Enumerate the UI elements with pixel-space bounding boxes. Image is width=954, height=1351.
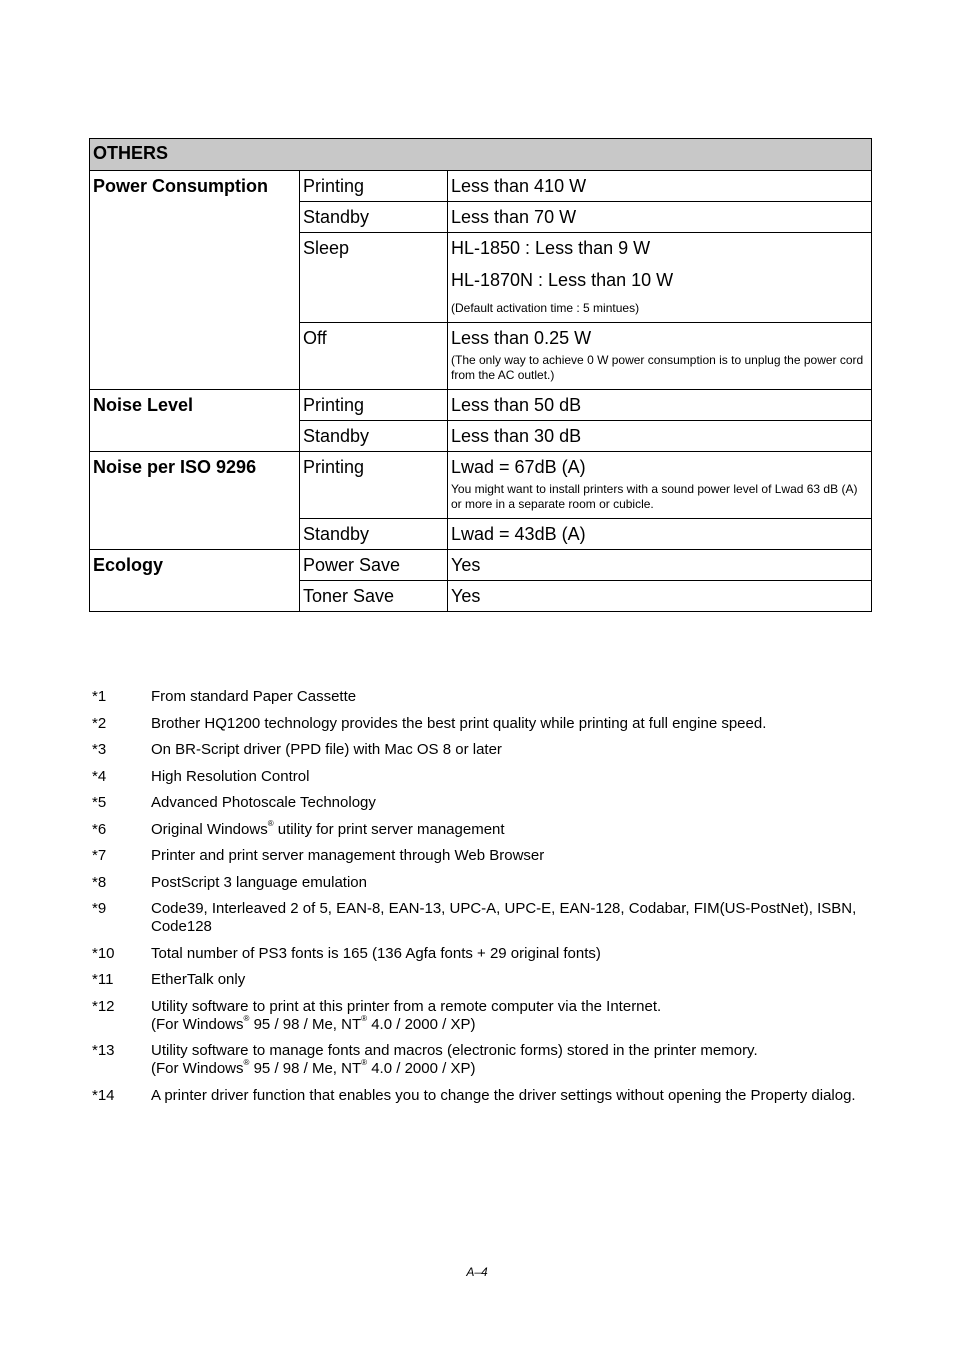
footnote-item	[92, 715, 867, 733]
footnote-item	[92, 741, 867, 759]
footnote-text: Brother HQ1200 technology provides the best print quality while printing at full engine speed.	[151, 714, 767, 732]
category-label: Noise Level	[93, 395, 194, 415]
footnote-text: From standard Paper Cassette	[151, 688, 357, 705]
footnote-number: *5	[92, 794, 107, 811]
footnote-text-part: 4.0 / 2000 / XP)	[367, 1060, 476, 1077]
spec-value: Less than 30 dB	[451, 426, 582, 446]
spec-value: Less than 0.25 W	[451, 328, 592, 348]
footnote-number: *3	[92, 741, 107, 758]
spec-value: HL-1850 : Less than 9 W	[451, 238, 651, 258]
footnote-text: Advanced Photoscale Technology	[151, 794, 376, 811]
spec-value: Yes	[451, 586, 481, 606]
footnote-number: *6	[92, 820, 107, 838]
footnote-text: Printer and print server management through Web Browser	[151, 847, 545, 864]
footnote-item	[92, 998, 867, 1034]
footnote-number: *7	[92, 847, 107, 864]
mode-label: Off	[303, 328, 327, 348]
spec-value: HL-1870N : Less than 10 W	[451, 270, 674, 290]
category-label: Ecology	[93, 555, 164, 575]
mode-label: Standby	[303, 426, 370, 446]
footnote-number: *14	[92, 1086, 115, 1104]
footnote-number: *8	[92, 873, 107, 891]
footnote-text-part: utility for print server management	[273, 820, 505, 838]
footnote-item	[92, 874, 867, 892]
spec-value: Less than 70 W	[451, 207, 577, 227]
mode-label: Printing	[303, 457, 365, 477]
mode-label: Power Save	[303, 555, 401, 575]
footnote-number: *13	[92, 1042, 115, 1059]
footnote-text	[151, 998, 867, 1034]
registered-mark: ®	[361, 1013, 368, 1023]
footnote-text: A printer driver function that enables you to change the driver settings without opening the Property dialog.	[151, 1086, 856, 1104]
registered-mark: ®	[267, 818, 274, 828]
spec-value: Lwad = 67dB (A)	[451, 457, 586, 477]
footnote-text: PostScript 3 language emulation	[151, 873, 367, 891]
category-label: Noise per ISO 9296	[93, 457, 257, 477]
spec-note: You might want to install printers with a sound power level of Lwad 63 dB (A) or more in a separate room or cubicle.	[451, 482, 858, 511]
table-header: OTHERS	[90, 139, 872, 171]
spec-value: Less than 410 W	[451, 176, 587, 196]
page-number: A–4	[466, 1265, 488, 1279]
footnote-number: *11	[92, 971, 114, 988]
footnote-text-part: Original Windows	[151, 820, 268, 838]
specifications-table	[89, 138, 872, 612]
spec-note: (Default activation time : 5 mintues)	[451, 301, 640, 315]
mode-label: Printing	[303, 395, 365, 415]
registered-mark: ®	[243, 1013, 250, 1023]
footnote-item	[92, 945, 867, 963]
footnote-item	[92, 900, 867, 936]
footnote-item	[92, 794, 867, 812]
mode-label: Toner Save	[303, 586, 395, 606]
mode-label: Printing	[303, 176, 365, 196]
table-row	[90, 390, 872, 421]
footnote-line: Utility software to print at this printer from a remote computer via the Internet.	[151, 997, 662, 1015]
footnote-text: EtherTalk only	[151, 971, 246, 988]
spec-note: (The only way to achieve 0 W power consumption is to unplug the power cord from the AC outlet.)	[451, 353, 864, 382]
footnote-number: *12	[92, 997, 115, 1015]
footnote-text: Code39, Interleaved 2 of 5, EAN-8, EAN-13, UPC-A, UPC-E, EAN-128, Codabar, FIM(US-PostNet), ISBN, Code128	[151, 900, 857, 935]
footnote-number: *10	[92, 944, 115, 962]
footnote-text-part: 95 / 98 / Me, NT	[249, 1060, 362, 1077]
footnote-item	[92, 971, 867, 989]
footnote-number: *4	[92, 767, 107, 785]
footnote-text-part: (For Windows	[151, 1015, 244, 1033]
footnote-item	[92, 768, 867, 786]
spec-value: Lwad = 43dB (A)	[451, 524, 586, 544]
spec-value: Yes	[451, 555, 481, 575]
footnote-text-part: 4.0 / 2000 / XP)	[367, 1015, 476, 1033]
footnote-item	[92, 818, 867, 839]
footnote-item	[92, 688, 867, 706]
footnote-number: *1	[92, 688, 107, 705]
footnote-text-part: 95 / 98 / Me, NT	[249, 1015, 362, 1033]
footnote-text: High Resolution Control	[151, 767, 310, 785]
footnote-item	[92, 847, 867, 865]
footnote-text	[151, 818, 867, 839]
footnote-line: Utility software to manage fonts and macros (electronic forms) stored in the printer memory.	[151, 1042, 758, 1059]
footnote-text-part: (For Windows	[151, 1060, 244, 1077]
table-row	[90, 452, 872, 519]
registered-mark: ®	[243, 1058, 250, 1067]
footnote-item	[92, 1087, 867, 1105]
mode-label: Standby	[303, 524, 370, 544]
category-label: Power Consumption	[93, 176, 268, 196]
table-row	[90, 550, 872, 581]
footnote-number: *2	[92, 714, 107, 732]
mode-label: Sleep	[303, 238, 350, 258]
footnotes-list	[92, 688, 867, 1113]
footnote-number: *9	[92, 900, 107, 917]
footnote-text: On BR-Script driver (PPD file) with Mac OS 8 or later	[151, 741, 502, 758]
table-row	[90, 171, 872, 202]
footnote-item	[92, 1042, 867, 1078]
footnote-text	[151, 1042, 867, 1078]
footnote-text: Total number of PS3 fonts is 165 (136 Agfa fonts + 29 original fonts)	[151, 944, 601, 962]
mode-label: Standby	[303, 207, 370, 227]
spec-value: Less than 50 dB	[451, 395, 582, 415]
registered-mark: ®	[361, 1058, 368, 1067]
